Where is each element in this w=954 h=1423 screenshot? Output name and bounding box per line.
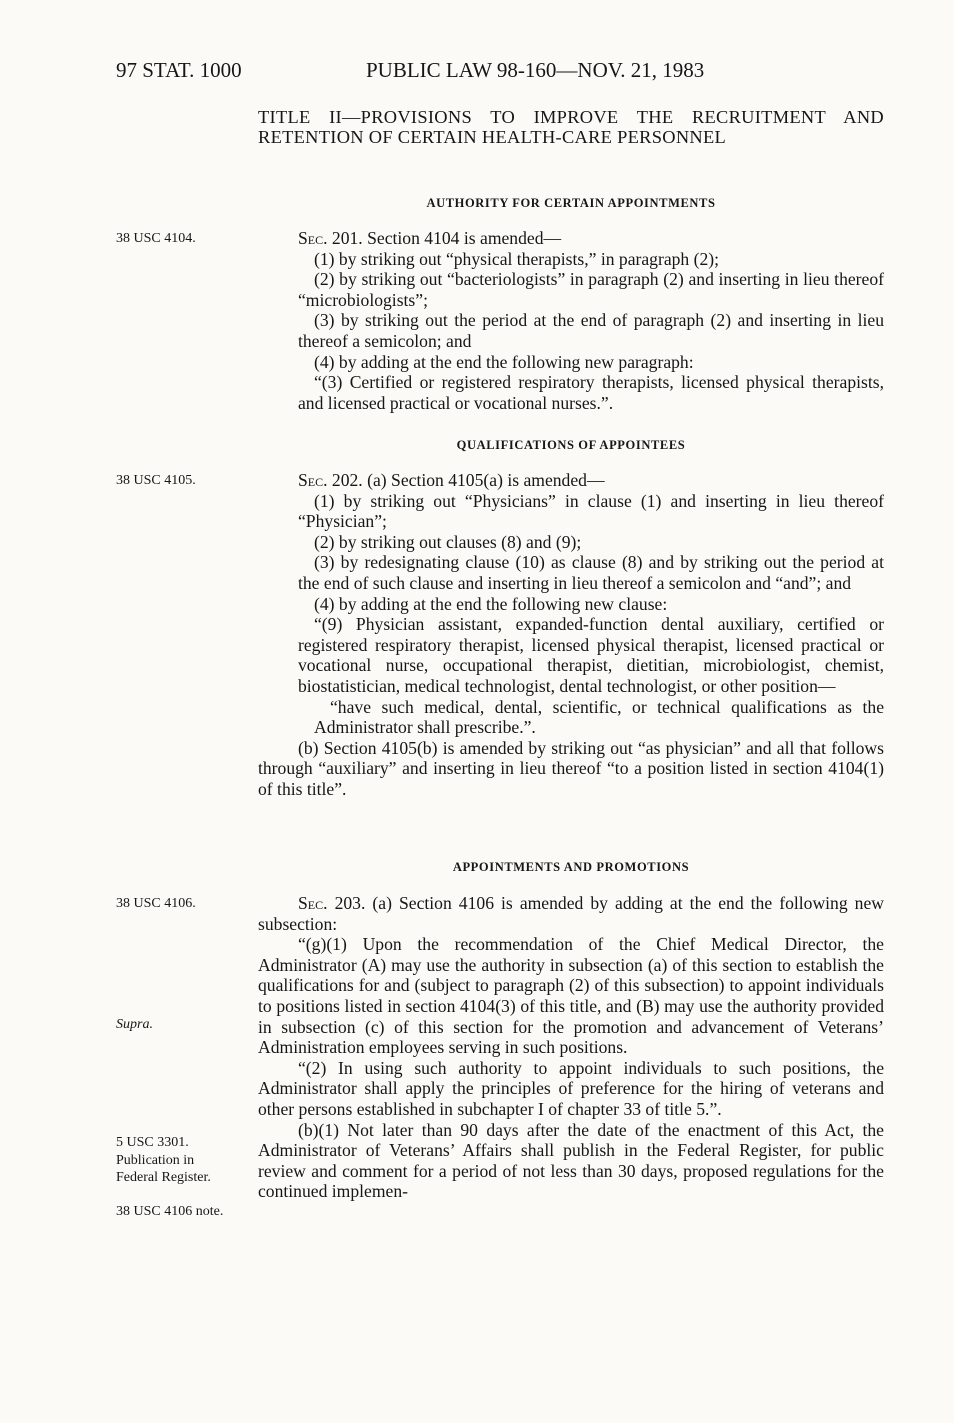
margin-note-supra: Supra. <box>116 1017 153 1032</box>
section-203-label: Sec. 203. <box>298 893 366 913</box>
section-203-lead-text: (a) Section 4106 is amended by adding at the end the following new subsection: <box>258 893 884 934</box>
section-202-item-6: “have such medical, dental, scientific, or technical qualifications as the Administrator shall prescribe.”. <box>314 696 884 738</box>
page-header <box>0 58 954 88</box>
section-201-lead-text: Section 4104 is amended— <box>362 228 562 248</box>
section-201-item-4: (4) by adding at the end the following new paragraph: <box>314 351 694 372</box>
statute-page-number: 97 STAT. 1000 <box>116 58 242 82</box>
section-202-item-1: (1) by striking out “Physicians” in clause (1) and inserting in lieu thereof “Physician”; <box>298 490 884 532</box>
section-202-lead-text: (a) Section 4105(a) is amended— <box>362 470 605 490</box>
section-201-lead <box>258 228 884 249</box>
margin-note-38usc4104: 38 USC 4104. <box>116 231 196 246</box>
section-203-g2: “(2) In using such authority to appoint individuals to such positions, the Administrator shall apply the principles of preference for the hiring of veterans and other persons established in subchapter I of chapter 33 of title 5.”. <box>258 1057 884 1119</box>
section-202-item-5: “(9) Physician assistant, expanded-function dental auxiliary, certified or registered respiratory therapist, licensed physical therapist, licensed practical or vocational nurse, occupational therapist, dietitian, microbiologist, chemist, biostatistician, medical technologist, dental technologist, or other position— <box>298 614 884 696</box>
section-201-heading: AUTHORITY FOR CERTAIN APPOINTMENTS <box>426 196 716 210</box>
section-202-label: Sec. 202. <box>298 470 363 490</box>
section-203-heading: APPOINTMENTS AND PROMOTIONS <box>452 860 690 874</box>
section-202-item-2: (2) by striking out clauses (8) and (9); <box>314 531 582 552</box>
section-203-b1: (b)(1) Not later than 90 days after the date of the enactment of this Act, the Administrator of Veterans’ Affairs shall publish in the Federal Register, for public review and comment for a period of not less than 30 days, proposed regulations for the continued implemen- <box>258 1119 884 1202</box>
section-202-b: (b) Section 4105(b) is amended by striking out “as physician” and all that follows through “auxiliary” and inserting in lieu thereof “to a position listed in section 4104(1) of this title”. <box>258 737 884 799</box>
public-law-citation: PUBLIC LAW 98-160—NOV. 21, 1983 <box>366 58 705 82</box>
margin-note-38usc4106-note: 38 USC 4106 note. <box>116 1204 224 1219</box>
section-201-item-1: (1) by striking out “physical therapists,” in paragraph (2); <box>314 248 720 269</box>
section-202-item-3: (3) by redesignating clause (10) as clause (8) and by striking out the period at the end of such clause and inserting in lieu thereof a semicolon and “and”; and <box>298 552 884 593</box>
margin-note-38usc4105: 38 USC 4105. <box>116 473 196 488</box>
section-201-item-3: (3) by striking out the period at the end of paragraph (2) and inserting in lieu thereof a semicolon; and <box>298 310 884 351</box>
section-202-heading: QUALIFICATIONS OF APPOINTEES <box>456 438 686 452</box>
section-201-label: Sec. 201. <box>298 228 363 248</box>
section-202-item-4: (4) by adding at the end the following new clause: <box>314 593 668 614</box>
section-203-g1: “(g)(1) Upon the recommendation of the Chief Medical Director, the Administrator (A) may use the authority in subsection (a) of this section to establish the qualifications for and (subject to paragraph (2) of this subsection) to appoint individuals to positions listed in section 4104(3) of this title, and (B) may use the authority provided in subsection (c) of this section for the promotion and advancement of Veterans’ Administration employees serving in such positions. <box>258 934 884 1058</box>
section-203-body <box>258 893 884 1202</box>
section-201-body <box>258 228 884 413</box>
section-201-item-2: (2) by striking out “bacteriologists” in paragraph (2) and inserting in lieu thereof “microbiologists”; <box>298 269 884 310</box>
section-202-body <box>258 470 884 800</box>
margin-note-publication: Publication in Federal Register. <box>116 1153 211 1185</box>
section-203-lead <box>258 893 884 934</box>
margin-note-38usc4106: 38 USC 4106. <box>116 896 196 911</box>
section-201-item-5: “(3) Certified or registered respiratory therapists, licensed physical therapists, and licensed practical or vocational nurses.”. <box>298 372 884 413</box>
margin-note-5usc3301: 5 USC 3301. <box>116 1135 189 1150</box>
title-heading: TITLE II—PROVISIONS TO IMPROVE THE RECRUITMENT AND RETENTION OF CERTAIN HEALTH-CARE PERSONNEL <box>258 107 884 147</box>
section-202-lead <box>258 470 884 491</box>
